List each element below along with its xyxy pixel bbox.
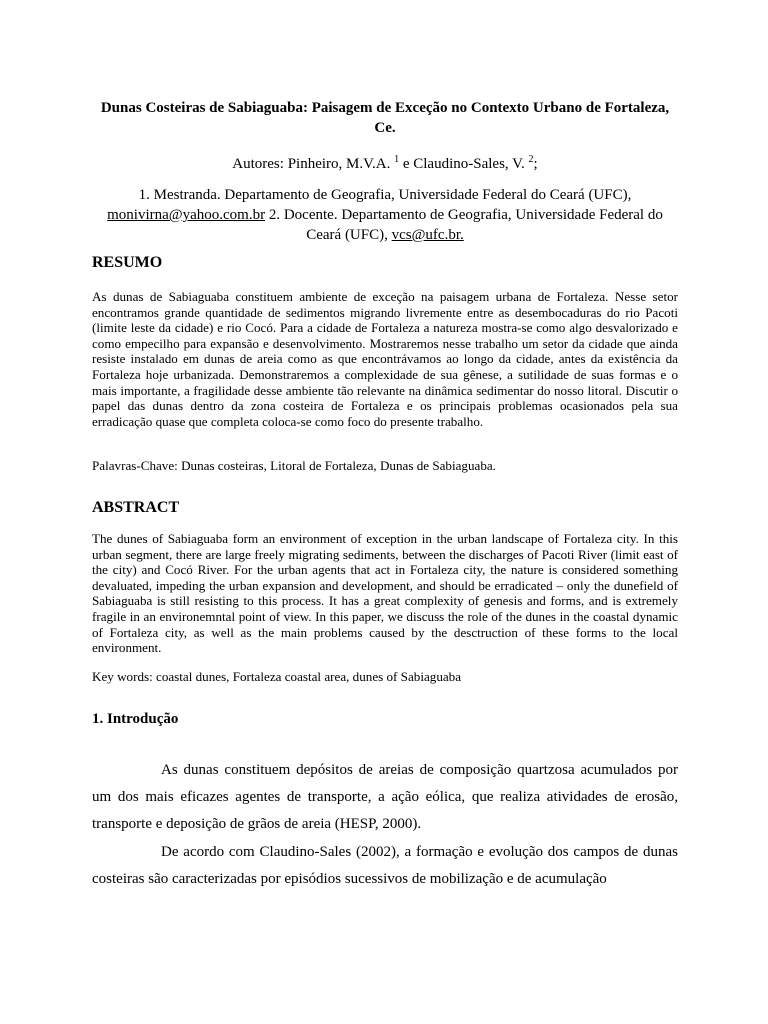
introduction-heading: 1. Introdução [92,711,179,727]
author-1-mark: 1 [394,154,400,165]
abstract-body: The dunes of Sabiaguaba form an environment of exception in the urban landscape of Fortaleza city. In this urban segment, there are large freely migrating sediments, between the discharges of Pacoti River (limit east of the city) and Cocó River. For the urban agents that act in Fortaleza city, the nature is considered something devaluated, impeding the urban expansion and development, and should be erradicated – only the dunefield of Sabiaguaba is still resisting to this process. It has a great complexity of genesis and forms, and is extremely fragile in an environemntal point of view. In this paper, we discuss the role of the dunes in the coastal dynamic of Fortaleza city, as well as the main problems caused by the desctruction of these forms to the local environment. [92,531,678,656]
authors-prefix: Autores: Pinheiro, M.V.A. [232,156,391,172]
resumo-body: As dunas de Sabiaguaba constituem ambiente de exceção na paisagem urbana de Fortaleza. Nesse setor encontramos grande quantidade de sedimentos migrando livremente entre as desembocaduras do rio Pacoti (limite leste da cidade) e rio Cocó. Para a cidade de Fortaleza a natureza mostra-se como algo desvalorizado e como empecilho para expansão e desenvolvimento. Mostraremos nesse trabalho um setor da cidade que ainda resiste instalado em dunas de areia como as que encontrávamos ao longo da cidade, antes da existência da Fortaleza hoje urbanizada. Demonstraremos a complexidade de sua gênese, a sutilidade de suas formas e o mais importante, a fragilidade desse ambiente tão relevante na dinâmica sedimentar do nosso litoral. Discutir o papel das dunas dentro da zona costeira de Fortaleza e os principais problemas ocasionados pela sua erradicação quase que completa coloca-se como foco do presente trabalho. [92,289,678,429]
abstract-keywords: Key words: coastal dunes, Fortaleza coastal area, dunes of Sabiaguaba [92,669,462,684]
introduction-paragraph-1: As dunas constituem depósitos de areias de composição quartzosa acumulados por um dos mais eficazes agentes de transporte, a ação eólica, que realiza atividades de erosão, transporte e deposição de grãos de areia (HESP, 2000). [92,762,678,832]
email-link-1[interactable]: monivirna@yahoo.com.br [107,207,266,223]
abstract-heading: ABSTRACT [92,499,180,516]
affiliation-2-text: 2. Docente. Departamento de Geografia, Universidade Federal do Ceará (UFC), [265,207,663,243]
affiliation-1-text: 1. Mestranda. Departamento de Geografia, Universidade Federal do Ceará (UFC), [138,187,632,203]
authors-suffix: ; [533,156,538,172]
email-link-2[interactable]: vcs@ufc.br. [391,227,464,243]
authors-middle: e Claudino-Sales, V. [399,156,525,172]
author-2-mark: 2 [528,154,534,165]
authors-line [92,150,678,174]
resumo-keywords: Palavras-Chave: Dunas costeiras, Litoral de Fortaleza, Dunas de Sabiaguaba. [92,458,496,473]
paper-title: Dunas Costeiras de Sabiaguaba: Paisagem de Exceção no Contexto Urbano de Fortaleza, Ce. [100,100,670,136]
resumo-heading: RESUMO [92,254,163,271]
affiliations [92,185,678,245]
introduction-paragraph-2: De acordo com Claudino-Sales (2002), a formação e evolução dos campos de dunas costeiras são caracterizadas por episódios sucessivos de mobilização e de acumulação [92,844,678,887]
